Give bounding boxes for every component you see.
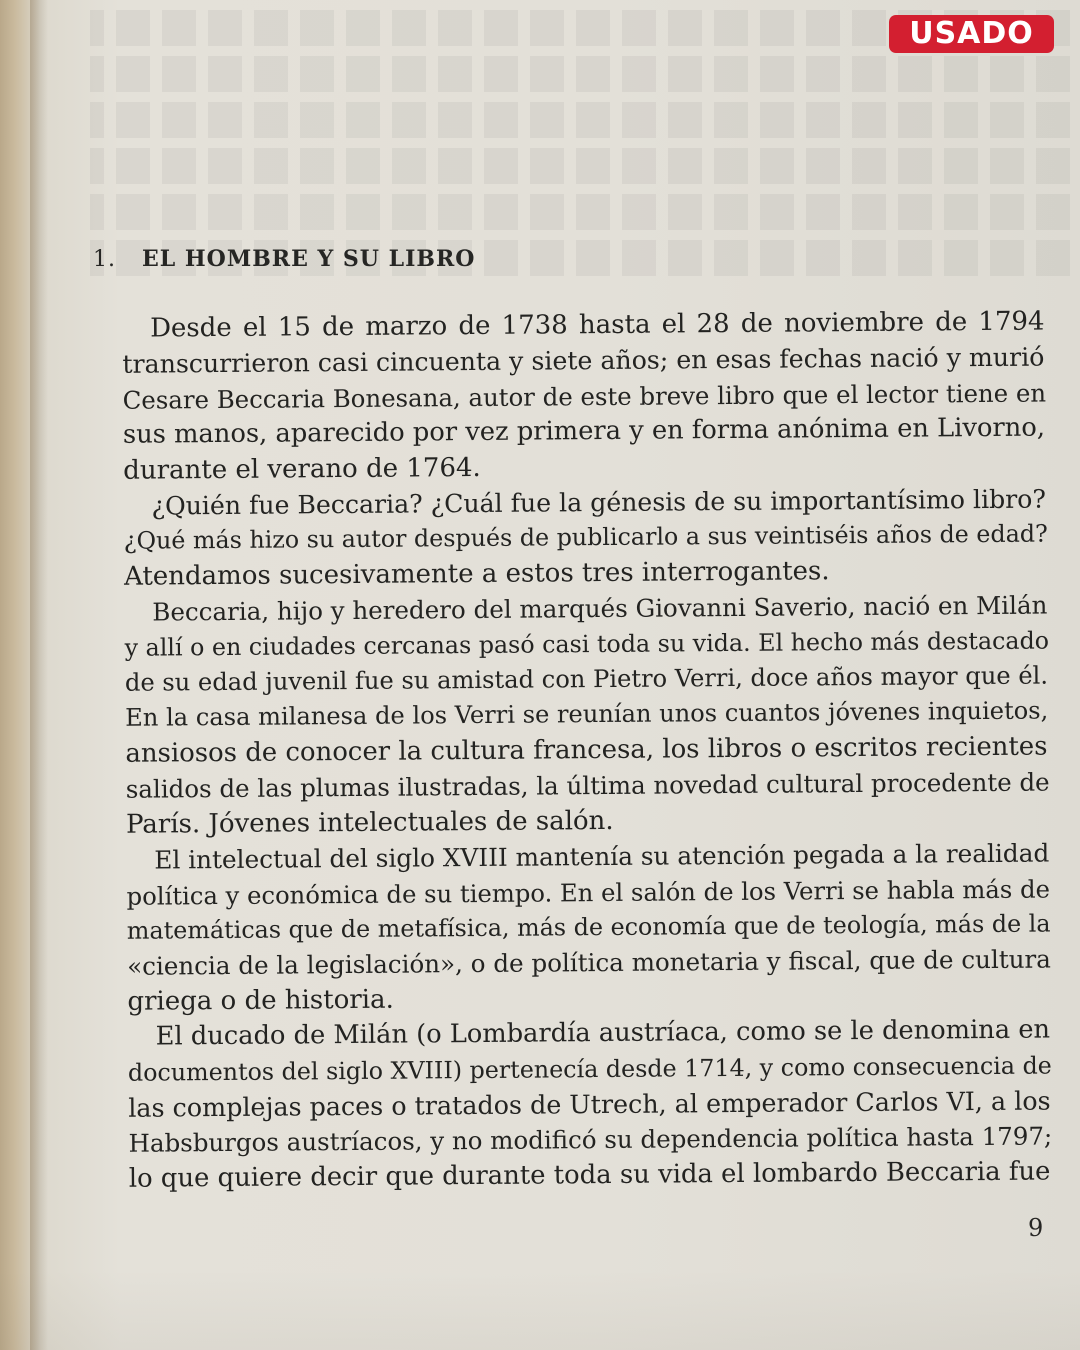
text-line: ¿Quién fue Beccaria? ¿Cuál fue la génesis de su importantísimo libro? <box>151 484 1047 521</box>
text-line: «ciencia de la legislación», o de política monetaria y fiscal, que de cultura <box>127 944 1052 982</box>
page-bottom <box>0 1270 1080 1350</box>
text-line: y allí o en ciudades cercanas pasó casi toda su vida. El hecho más destacado <box>124 626 1050 662</box>
text-line: Atendamos sucesivamente a estos tres interrogantes. <box>123 556 830 592</box>
page-number: 9 <box>1028 1214 1044 1242</box>
paragraph <box>98 836 1052 1020</box>
text-line: las complejas paces o tratados de Utrech, al emperador Carlos VI, a los <box>128 1085 1051 1123</box>
text-line: ansiosos de conocer la cultura francesa, los libros o escritos recientes <box>125 731 1048 769</box>
text-line: Beccaria, hijo y heredero del marqués Giovanni Saverio, nació en Milán <box>152 590 1048 627</box>
paragraph <box>100 1013 1051 1197</box>
text-line: Cesare Beccaria Bonesana, autor de este breve libro que el lector tiene en <box>122 378 1047 415</box>
paragraph <box>96 588 1048 843</box>
text-line: lo que quiere decir que durante toda su vida el lombardo Beccaria fue <box>128 1156 1051 1194</box>
text-line: El ducado de Milán (o Lombardía austríaca, como se le denomina en <box>155 1014 1051 1052</box>
text-line: sus manos, aparecido por vez primera y en forma anónima en Livorno, <box>122 412 1046 450</box>
text-line: En la casa milanesa de los Verri se reunían unos cuantos jóvenes inquietos, <box>125 696 1049 733</box>
text-line: griega o de historia. <box>127 984 394 1017</box>
text-line: París. Jóvenes intelectuales de salón. <box>125 805 614 840</box>
text-line: documentos del siglo XVIII) pertenecía desde 1714, y como consecuencia de <box>127 1051 1052 1087</box>
text-line: Habsburgos austríacos, y no modificó su dependencia política hasta 1797; <box>128 1121 1053 1159</box>
chapter-title: EL HOMBRE Y SU LIBRO <box>142 246 476 272</box>
paragraph <box>95 482 1046 596</box>
spine-shadow <box>30 0 48 1350</box>
body-text <box>94 305 1051 1198</box>
text-line: Desde el 15 de marzo de 1738 hasta el 28 de noviembre de 1794 <box>150 306 1045 344</box>
text-line: política y económica de su tiempo. En el salón de los Verri se habla más de <box>126 874 1051 911</box>
used-badge: USADO <box>889 15 1054 53</box>
text-line: salidos de las plumas ilustradas, la última novedad cultural procedente de <box>125 767 1050 805</box>
text-line: El intelectual del siglo XVIII mantenía su atención pegada a la realidad <box>154 838 1050 875</box>
text-line: transcurrieron casi cincuenta y siete años; en esas fechas nació y murió <box>122 342 1045 380</box>
chapter-number: 1. <box>93 247 116 272</box>
text-line: durante el verano de 1764. <box>123 452 481 486</box>
text-line: ¿Qué más hizo su autor después de publicarlo a sus veintiséis años de edad? <box>123 519 1048 556</box>
text-line: de su edad juvenil fue su amistad con Pietro Verri, doce años mayor que él. <box>124 661 1049 697</box>
paragraph <box>94 305 1045 489</box>
chapter-heading <box>93 246 475 272</box>
text-line: matemáticas que de metafísica, más de economía que de teología, más de la <box>126 909 1051 945</box>
